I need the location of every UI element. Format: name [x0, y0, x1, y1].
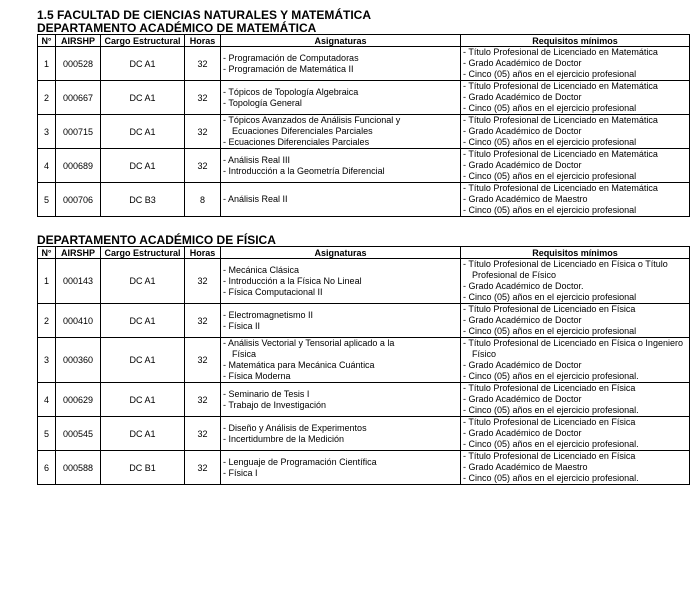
asignatura-line: - Física I	[223, 467, 258, 478]
column-header-number: N°	[38, 35, 56, 47]
asignaturas-cell	[221, 338, 461, 383]
asignatura-line: - Seminario de Tesis I	[223, 388, 310, 399]
row-number: 5	[38, 417, 56, 451]
column-header-requisitos: Requisitos mínimos	[461, 35, 690, 47]
asignatura-line: - Incertidumbre de la Medición	[223, 433, 345, 444]
airshp-code: 000689	[56, 149, 101, 183]
requisito-line: - Grado Académico de Doctor	[463, 126, 582, 136]
asignatura-line: - Mecánica Clásica	[223, 264, 300, 275]
airshp-code: 000360	[56, 338, 101, 383]
requisito-line: - Cinco (05) años en el ejercicio profesional	[463, 326, 637, 336]
asignatura-line: - Física Computacional II	[223, 286, 323, 297]
requisitos-cell	[461, 259, 690, 304]
horas: 32	[185, 417, 221, 451]
row-number: 2	[38, 304, 56, 338]
column-header-asignaturas: Asignaturas	[221, 247, 461, 259]
row-number: 4	[38, 383, 56, 417]
requisito-line: - Grado Académico de Doctor	[463, 428, 582, 438]
horas: 32	[185, 47, 221, 81]
table-row	[38, 183, 690, 217]
table-row	[38, 304, 690, 338]
requisito-line: Físico	[472, 349, 497, 359]
department-mathematics	[37, 22, 689, 217]
asignatura-line: - Lenguaje de Programación Científica	[223, 456, 377, 467]
airshp-code: 000706	[56, 183, 101, 217]
table-row	[38, 115, 690, 149]
row-number: 3	[38, 338, 56, 383]
row-number: 5	[38, 183, 56, 217]
asignatura-line: - Tópicos de Topología Algebraica	[223, 86, 359, 97]
asignatura-line: - Introducción a la Geometría Diferencial	[223, 165, 385, 176]
horas: 32	[185, 451, 221, 485]
column-header-asignaturas: Asignaturas	[221, 35, 461, 47]
asignaturas-cell	[221, 259, 461, 304]
asignatura-line: - Análisis Real III	[223, 154, 291, 165]
requisito-line: Profesional de Físico	[472, 270, 557, 280]
requisito-line: - Título Profesional de Licenciado en Matemática	[463, 115, 658, 125]
horas: 32	[185, 259, 221, 304]
airshp-code: 000410	[56, 304, 101, 338]
asignatura-line: - Trabajo de Investigación	[223, 399, 327, 410]
document-page	[37, 9, 689, 485]
requisito-line: - Título Profesional de Licenciado en Matemática	[463, 183, 658, 193]
asignaturas-cell	[221, 417, 461, 451]
asignatura-line: - Introducción a la Física No Lineal	[223, 275, 362, 286]
column-header-requisitos: Requisitos mínimos	[461, 247, 690, 259]
requisitos-cell	[461, 383, 690, 417]
column-header-airshp: AIRSHP	[56, 247, 101, 259]
column-header-cargo: Cargo Estructural	[101, 247, 185, 259]
requisito-line: - Grado Académico de Doctor	[463, 58, 582, 68]
cargo-estructural: DC A1	[101, 149, 185, 183]
cargo-estructural: DC A1	[101, 304, 185, 338]
horas: 32	[185, 115, 221, 149]
column-header-cargo: Cargo Estructural	[101, 35, 185, 47]
cargo-estructural: DC A1	[101, 115, 185, 149]
asignaturas-cell	[221, 81, 461, 115]
requisitos-cell	[461, 149, 690, 183]
cargo-estructural: DC A1	[101, 259, 185, 304]
row-number: 6	[38, 451, 56, 485]
horas: 32	[185, 383, 221, 417]
requisito-line: - Grado Académico de Doctor	[463, 92, 582, 102]
column-header-number: N°	[38, 247, 56, 259]
cargo-estructural: DC A1	[101, 417, 185, 451]
table-row	[38, 259, 690, 304]
table-row	[38, 383, 690, 417]
requisito-line: - Título Profesional de Licenciado en Matemática	[463, 149, 658, 159]
requisito-line: - Título Profesional de Licenciado en Física	[463, 304, 636, 314]
requisito-line: - Título Profesional de Licenciado en Matemática	[463, 81, 658, 91]
asignatura-line: - Tópicos Avanzados de Análisis Funcional y	[223, 115, 401, 125]
asignaturas-cell	[221, 383, 461, 417]
asignaturas-cell	[221, 115, 461, 149]
asignatura-line: - Ecuaciones Diferenciales Parciales	[223, 137, 370, 147]
horas: 8	[185, 183, 221, 217]
row-number: 4	[38, 149, 56, 183]
row-number: 1	[38, 47, 56, 81]
asignaturas-cell	[221, 451, 461, 485]
requisito-line: - Cinco (05) años en el ejercicio profesional	[463, 137, 637, 147]
table-row	[38, 338, 690, 383]
column-header-horas: Horas	[185, 247, 221, 259]
requisito-line: - Grado Académico de Doctor	[463, 160, 582, 170]
horas: 32	[185, 304, 221, 338]
cargo-estructural: DC A1	[101, 47, 185, 81]
table-row	[38, 417, 690, 451]
cargo-estructural: DC B1	[101, 451, 185, 485]
cargo-estructural: DC A1	[101, 383, 185, 417]
asignatura-line: - Topología General	[223, 97, 302, 108]
requisitos-cell	[461, 81, 690, 115]
asignatura-line: - Física II	[223, 320, 261, 331]
row-number: 2	[38, 81, 56, 115]
airshp-code: 000588	[56, 451, 101, 485]
requisitos-cell	[461, 417, 690, 451]
department-title: DEPARTAMENTO ACADÉMICO DE FÍSICA	[37, 233, 276, 247]
requirements-table	[37, 34, 690, 217]
requisito-line: - Cinco (05) años en el ejercicio profesional	[463, 292, 637, 302]
asignaturas-cell	[221, 183, 461, 217]
requirements-table	[37, 246, 690, 485]
table-row	[38, 47, 690, 81]
horas: 32	[185, 149, 221, 183]
airshp-code: 000715	[56, 115, 101, 149]
airshp-code: 000143	[56, 259, 101, 304]
requisito-line: - Cinco (05) años en el ejercicio profesional	[463, 103, 637, 113]
requisitos-cell	[461, 338, 690, 383]
asignatura-line: - Programación de Matemática II	[223, 63, 354, 74]
requisito-line: - Título Profesional de Licenciado en Matemática	[463, 47, 658, 57]
requisito-line: - Grado Académico de Doctor	[463, 394, 582, 404]
requisito-line: - Cinco (05) años en el ejercicio profesional	[463, 205, 637, 215]
requisito-line: - Cinco (05) años en el ejercicio profesional.	[463, 371, 639, 381]
requisito-line: - Grado Académico de Doctor	[463, 360, 582, 370]
airshp-code: 000629	[56, 383, 101, 417]
asignaturas-cell	[221, 47, 461, 81]
asignaturas-cell	[221, 149, 461, 183]
horas: 32	[185, 338, 221, 383]
airshp-code: 000545	[56, 417, 101, 451]
department-physics	[37, 234, 689, 485]
table-header-row	[38, 35, 690, 47]
cargo-estructural: DC A1	[101, 81, 185, 115]
requisitos-cell	[461, 451, 690, 485]
cargo-estructural: DC B3	[101, 183, 185, 217]
asignatura-line: - Programación de Computadoras	[223, 52, 359, 63]
asignatura-line: - Electromagnetismo II	[223, 309, 314, 320]
requisito-line: - Cinco (05) años en el ejercicio profesional.	[463, 439, 639, 449]
table-row	[38, 451, 690, 485]
requisitos-cell	[461, 47, 690, 81]
requisito-line: - Cinco (05) años en el ejercicio profesional.	[463, 473, 639, 483]
requisito-line: - Grado Académico de Maestro	[463, 194, 588, 204]
column-header-airshp: AIRSHP	[56, 35, 101, 47]
table-row	[38, 149, 690, 183]
requisito-line: - Grado Académico de Maestro	[463, 462, 588, 472]
requisito-line: - Cinco (05) años en el ejercicio profesional	[463, 171, 637, 181]
requisitos-cell	[461, 183, 690, 217]
requisito-line: - Grado Académico de Doctor.	[463, 281, 584, 291]
horas: 32	[185, 81, 221, 115]
asignatura-line: - Matemática para Mecánica Cuántica	[223, 360, 375, 370]
requisito-line: - Título Profesional de Licenciado en Física	[463, 451, 636, 461]
asignatura-line: - Diseño y Análisis de Experimentos	[223, 422, 367, 433]
requisito-line: - Título Profesional de Licenciado en Física o Título	[463, 259, 668, 269]
requisito-line: - Cinco (05) años en el ejercicio profesional.	[463, 405, 639, 415]
asignaturas-cell	[221, 304, 461, 338]
requisito-line: - Cinco (05) años en el ejercicio profesional	[463, 69, 637, 79]
row-number: 1	[38, 259, 56, 304]
asignatura-line: Física	[232, 349, 257, 359]
requisito-line: - Grado Académico de Doctor	[463, 315, 582, 325]
column-header-horas: Horas	[185, 35, 221, 47]
asignatura-line: Ecuaciones Diferenciales Parciales	[232, 126, 373, 136]
asignatura-line: - Física Moderna	[223, 371, 291, 381]
department-title: DEPARTAMENTO ACADÉMICO DE MATEMÁTICA	[37, 21, 317, 35]
asignatura-line: - Análisis Real II	[223, 194, 288, 204]
requisito-line: - Título Profesional de Licenciado en Física	[463, 417, 636, 427]
asignatura-line: - Análisis Vectorial y Tensorial aplicado a la	[223, 338, 395, 348]
airshp-code: 000667	[56, 81, 101, 115]
requisito-line: - Título Profesional de Licenciado en Física o Ingeniero	[463, 338, 683, 348]
requisito-line: - Título Profesional de Licenciado en Física	[463, 383, 636, 393]
table-row	[38, 81, 690, 115]
table-header-row	[38, 247, 690, 259]
cargo-estructural: DC A1	[101, 338, 185, 383]
row-number: 3	[38, 115, 56, 149]
requisitos-cell	[461, 115, 690, 149]
requisitos-cell	[461, 304, 690, 338]
section-title: 1.5 FACULTAD DE CIENCIAS NATURALES Y MATEMÁTICA	[37, 8, 372, 22]
airshp-code: 000528	[56, 47, 101, 81]
